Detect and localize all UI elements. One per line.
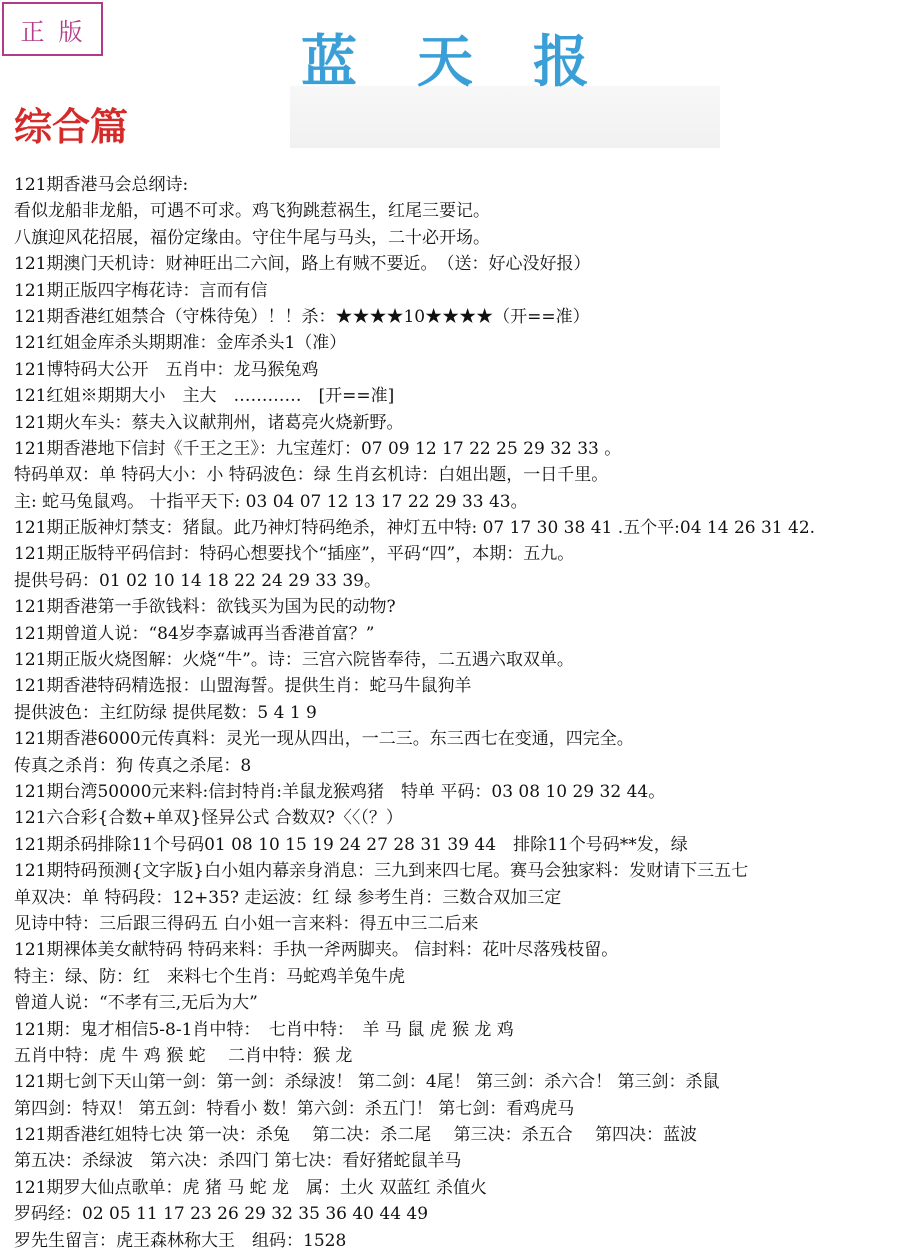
- text-line: 特主：绿、防：红 来料七个生肖：马蛇鸡羊兔牛虎: [14, 966, 405, 987]
- text-line: 特码单双：单 特码大小：小 特码波色：绿 生肖玄机诗：白姐出题，一日千里。: [14, 465, 609, 486]
- text-line: 提供波色：主红防绿 提供尾数：5 4 1 9: [14, 702, 317, 723]
- text-line: 121期香港红姐特七决 第一决：杀兔 第二决：杀二尾 第三决：杀五合 第四决：蓝波: [14, 1125, 698, 1146]
- text-line: 121期特码预测{文字版}白小姐内幕亲身消息：三九到来四七尾。赛马会独家料：发财请下三五七: [14, 861, 749, 882]
- text-line: 提供号码：01 02 10 14 18 22 24 29 33 39。: [14, 570, 381, 591]
- text-line: 见诗中特：三后跟三得码五 白小姐一言来料：得五中三二后来: [14, 913, 479, 934]
- text-line: 121期七剑下天山第一剑：第一剑：杀绿波！ 第二剑：4尾！ 第三剑：杀六合！ 第三剑：杀鼠: [14, 1072, 720, 1093]
- text-line: 121期：鬼才相信5-8-1肖中特： 七肖中特： 羊 马 鼠 虎 猴 龙 鸡: [14, 1019, 514, 1040]
- text-line: 第四剑：特双！ 第五剑：特看小 数！第六剑：杀五门！ 第七剑：看鸡虎马: [14, 1098, 575, 1119]
- text-line: 曾道人说：“不孝有三,无后为大”: [14, 993, 258, 1014]
- text-line: 121期正版四字梅花诗：言而有信: [14, 280, 268, 301]
- text-line: 121期香港第一手欲钱料：欲钱买为国为民的动物?: [14, 597, 396, 618]
- text-line: 121期曾道人说：“84岁李嘉诚再当香港首富？”: [14, 623, 375, 644]
- text-line: 121期香港地下信封《千王之王》：九宝莲灯：07 09 12 17 22 25 29 32 33 。: [14, 438, 622, 459]
- text-line: 121期台湾50000元来料:信封特肖:羊鼠龙猴鸡猪 特单 平码：03 08 10 29 32 44。: [14, 781, 666, 802]
- text-line: 121博特码大公开 五肖中：龙马猴兔鸡: [14, 359, 319, 380]
- text-line: 121红姐※期期大小 主大 ………… [开==准]: [14, 386, 395, 407]
- text-line: 第五决：杀绿波 第六决：杀四门 第七决：看好猪蛇鼠羊马: [14, 1151, 462, 1172]
- text-line: 121期正版火烧图解：火烧“牛”。诗：三宫六院皆奉待，二五遇六取双单。: [14, 650, 574, 671]
- article-body: [14, 172, 898, 1254]
- text-line: 罗码经：02 05 11 17 23 26 29 32 35 36 40 44 49: [14, 1204, 429, 1225]
- text-line: 121期香港6000元传真料：灵光一现从四出，一二三。东三西七在变通，四完全。: [14, 729, 634, 750]
- text-line: 单双决：单 特码段：12+35? 走运波：红 绿 参考生肖：三数合双加三定: [14, 887, 562, 908]
- text-line: 罗先生留言：虎王森林称大王 组码：1528: [14, 1230, 347, 1251]
- text-line: 121期香港红姐禁合（守株待兔）！！杀：★★★★10★★★★（开==准）: [14, 306, 590, 327]
- text-line: 121期罗大仙点歌单：虎 猪 马 蛇 龙 属：土火 双蓝红 杀值火: [14, 1177, 487, 1198]
- text-line: 121期澳门天机诗：财神旺出二六间，路上有贼不要近。 （送：好心没好报）: [14, 254, 591, 275]
- text-line: 传真之杀肖：狗 传真之杀尾：8: [14, 755, 252, 776]
- text-line: 121期正版神灯禁支：猪鼠。此乃神灯特码绝杀，神灯五中特: 07 17 30 38 41 .五个平:04 14 26 31 42.: [14, 518, 816, 539]
- text-line: 121期杀码排除11个号码01 08 10 15 19 24 27 28 31 39 44 排除11个号码**发，绿: [14, 834, 688, 855]
- edition-stamp: 正版: [2, 2, 103, 56]
- text-line: 121红姐金库杀头期期准：金库杀头1（准）: [14, 333, 347, 354]
- masthead-title: 蓝天报: [301, 29, 649, 95]
- text-line: 五肖中特：虎 牛 鸡 猴 蛇 二肖中特：猴 龙: [14, 1045, 353, 1066]
- text-line: 121期火车头：蔡夫入议献荆州，诸葛亮火烧新野。: [14, 412, 404, 433]
- text-line: 主: 蛇马兔鼠鸡。 十指平天下: 03 04 07 12 13 17 22 29 33 43。: [14, 491, 528, 512]
- text-line: 121六合彩{合数+单双}怪异公式 合数双?〈〈（？）: [14, 808, 403, 829]
- text-line: 看似龙船非龙船，可遇不可求。鸡飞狗跳惹祸生，红尾三要记。: [14, 201, 490, 222]
- text-line: 121期香港特码精选报：山盟海誓。提供生肖：蛇马牛鼠狗羊: [14, 676, 472, 697]
- text-line: 121期香港马会总纲诗:: [14, 175, 189, 195]
- section-title: 综合篇: [14, 104, 129, 149]
- text-line: 八旗迎风花招展，福份定缘由。守住牛尾与马头，二十必开场。: [14, 227, 490, 248]
- text-line: 121期裸体美女献特码 特码来料：手执一斧两脚夹。 信封料：花叶尽落残枝留。: [14, 940, 619, 961]
- text-line: 121期正版特平码信封：特码心想要找个“插座”，平码“四”，本期：五九。: [14, 544, 575, 565]
